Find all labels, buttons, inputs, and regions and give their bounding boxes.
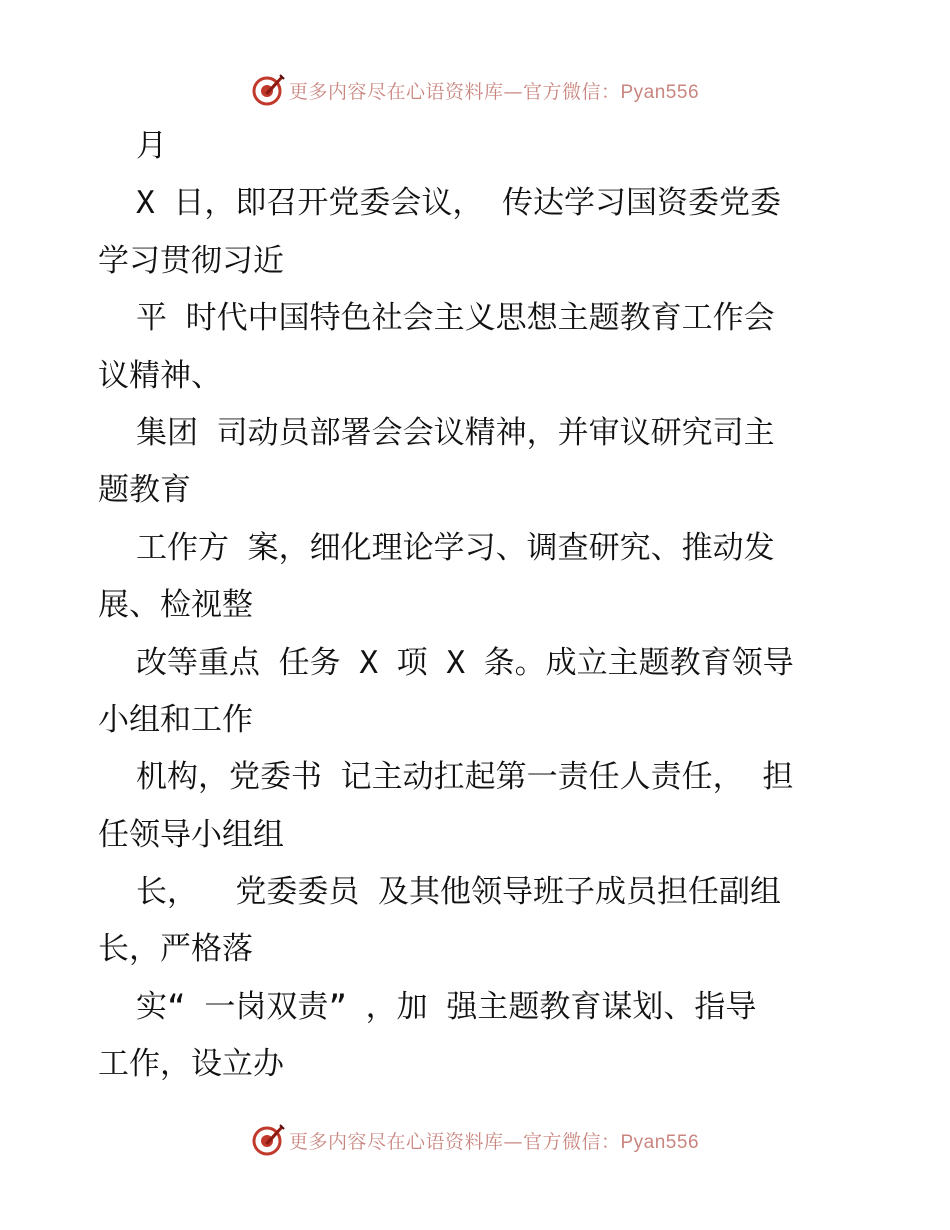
footer-banner-text: 更多内容尽在心语资料库—官方微信：Pyan556	[288, 1130, 700, 1153]
text-line: 小组和工作	[98, 701, 253, 738]
text-line: 任领导小组组	[98, 816, 284, 853]
text-line: 工作，设立办	[98, 1046, 284, 1083]
text-line: 展、检视整	[98, 587, 253, 624]
text-line: 长，严格落	[98, 931, 253, 968]
footer-banner	[0, 1120, 950, 1160]
text-line: 工作方 案，细化理论学习、调查研究、推动发	[136, 529, 775, 566]
text-line: 实“ 一岗双责” ，加 强主题教育谋划、指导	[136, 988, 757, 1025]
header-banner	[0, 70, 950, 110]
text-line: 集团 司动员部署会会议精神，并审议研究司主	[136, 414, 775, 451]
brush-logo-icon	[251, 1123, 285, 1157]
footer-wechat-id: Pyan556	[620, 1131, 700, 1153]
header-wechat-id: Pyan556	[620, 81, 700, 103]
text-line: 改等重点 任务 X 项 X 条。成立主题教育领导	[136, 644, 794, 681]
text-line: 长， 党委委员 及其他领导班子成员担任副组	[136, 874, 781, 911]
text-line: 平 时代中国特色社会主义思想主题教育工作会	[136, 300, 775, 337]
brush-logo-icon	[251, 73, 285, 107]
text-line: 题教育	[98, 472, 191, 509]
text-line: 学习贯彻习近	[98, 242, 284, 279]
text-line: 议精神、	[98, 357, 222, 394]
header-banner-text: 更多内容尽在心语资料库—官方微信：Pyan556	[288, 80, 700, 103]
body-text	[98, 118, 878, 1094]
text-line: 机构，党委书 记主动扛起第一责任人责任， 担	[136, 759, 794, 796]
text-line: 月	[136, 128, 167, 164]
text-line: X 日，即召开党委会议， 传达学习国资委党委	[136, 185, 781, 222]
